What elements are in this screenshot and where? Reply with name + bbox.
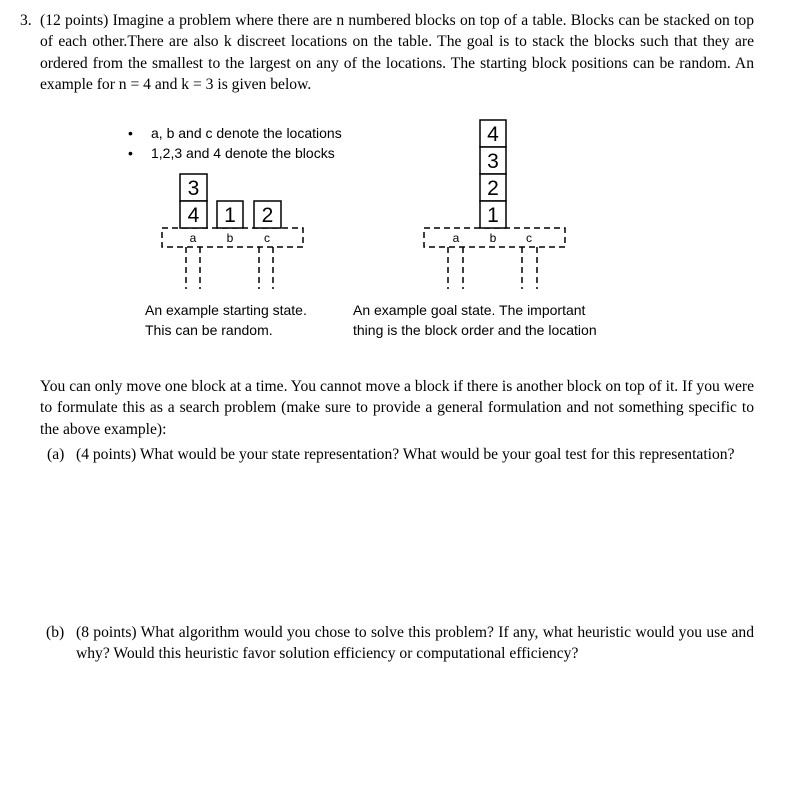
- question-body: You can only move one block at a time. You cannot move a block if there is another block on top of it. If you were to formulate this as a search problem (make sure to provide a general formulation and not something specific to the above example):: [40, 378, 754, 438]
- goal-caption: An example goal state. The important thing is the block order and the location: [353, 302, 597, 338]
- part-a-label: (a): [47, 446, 65, 463]
- location-label: a: [189, 231, 197, 245]
- location-label: b: [489, 231, 497, 245]
- block-label: 4: [187, 204, 200, 227]
- part-b-text: (8 points) What algorithm would you chose to solve this problem? If any, what heuristic would you use and why? Would this heuristic favor solution efficiency or computational efficiency?: [76, 624, 754, 663]
- block-label: 2: [487, 177, 499, 200]
- block-label: 4: [487, 123, 499, 146]
- block-label: 1: [224, 204, 236, 227]
- location-label: a: [452, 231, 460, 245]
- location-label: c: [264, 231, 270, 245]
- block-label: 2: [261, 204, 274, 227]
- bullet-item: • a, b and c denote the locations: [128, 125, 342, 141]
- goal-table-legs: [448, 247, 537, 289]
- question-intro: (12 points) Imagine a problem where there are n numbered blocks on top of a table. Blocks can be stacked on top of each other.There are also k discreet locations on the table. The goal is to stack the blocks such that they are ordered from the smallest to the largest on any of the locations. The starting block positions can be random. An example for n = 4 and k = 3 is given below.: [40, 12, 754, 93]
- part-a-text: (4 points) What would be your state representation? What would be your goal test for this representation?: [76, 446, 735, 463]
- block-label: 3: [187, 177, 200, 200]
- start-table-legs: [186, 247, 273, 289]
- location-label: c: [526, 231, 532, 245]
- block-label: 1: [487, 204, 499, 227]
- part-b-label: (b): [46, 624, 65, 641]
- bullet-item: • 1,2,3 and 4 denote the blocks: [128, 145, 335, 161]
- start-caption: An example starting state. This can be random.: [145, 302, 307, 338]
- question-number: 3.: [20, 12, 32, 29]
- location-label: b: [226, 231, 234, 245]
- block-label: 3: [487, 150, 499, 173]
